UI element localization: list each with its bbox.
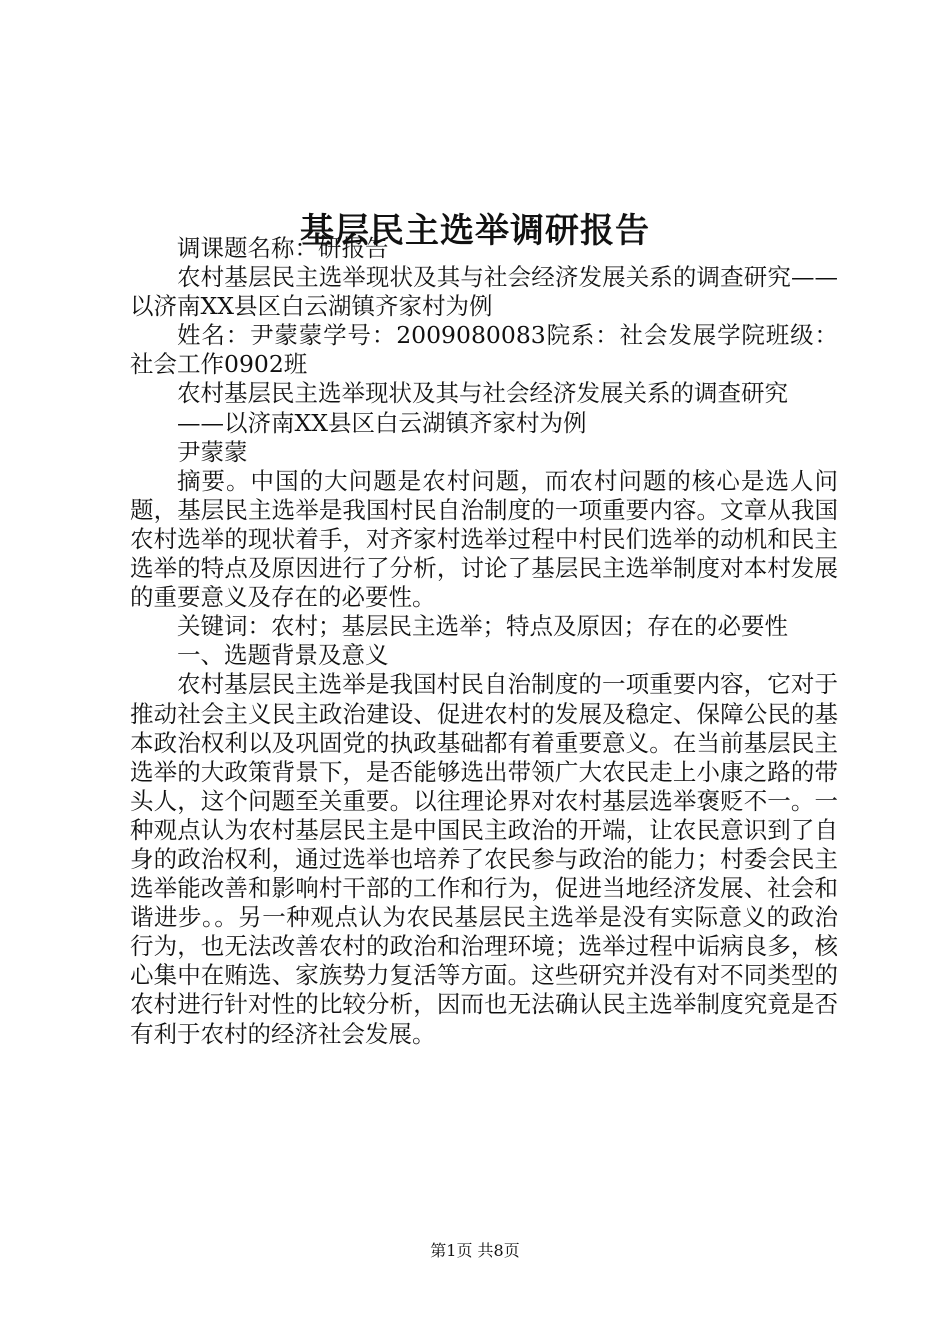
paragraph-report-title: 农村基层民主选举现状及其与社会经济发展关系的调查研究 [177,379,788,408]
page-footer: 第1页 共8页 [430,1241,520,1260]
paragraph-background: 农村基层民主选举是我国村民自治制度的一项重要内容，它对于推动社会主义民主政治建设、促进农村的发展及稳定、保障公民的基本政治权利以及巩固党的执政基础都有着重要意义。在当前基层民主选举的大政策背景下，是否能够选出带领广大农民走上小康之路的带头人，这个问题至关重要。以往理论界对农村基层选举褒贬不一。一种观点认为农村基层民主是中国民主政治的开端，让农民意识到了自身的政治权利，通过选举也培养了农民参与政治的能力；村委会民主选举能改善和影响村干部的工作和行为，促进当地经济发展、社会和谐进步。。另一种观点认为农民基层民主选举是没有实际意义的政治行为，也无法改善农村的政治和治理环境；选举过程中诟病良多，核心集中在贿选、家族势力复活等方面。这些研究并没有对不同类型的农村进行针对性的比较分析，因而也无法确认民主选举制度究竟是否有利于农村的经济社会发展。 [130,670,838,1048]
section-heading: 一、选题背景及意义 [177,641,389,670]
paragraph-study-title: 农村基层民主选举现状及其与社会经济发展关系的调查研究——以济南XX县区白云湖镇齐家村为例 [130,263,838,321]
paragraph-abstract: 摘要。中国的大问题是农村问题，而农村问题的核心是选人问题，基层民主选举是我国村民自治制度的一项重要内容。文章从我国农村选举的现状着手，对齐家村选举过程中村民们选举的动机和民主选举的特点及原因进行了分析，讨论了基层民主选举制度对本村发展的重要意义及存在的必要性。 [130,466,838,612]
document-body [130,234,838,1049]
paragraph-report-subtitle: ——以济南XX县区白云湖镇齐家村为例 [177,408,587,437]
paragraph-keywords: 关键词：农村；基层民主选举；特点及原因；存在的必要性 [177,612,788,641]
page-title: 基层民主选举调研报告 [300,210,650,251]
paragraph-author-name: 尹蒙蒙 [177,437,248,466]
paragraph-author-info: 姓名：尹蒙蒙学号：2009080083院系：社会发展学院班级：社会工作0902班 [130,321,838,379]
paragraph-course-name: 调课题名称：研报告 [177,234,389,262]
